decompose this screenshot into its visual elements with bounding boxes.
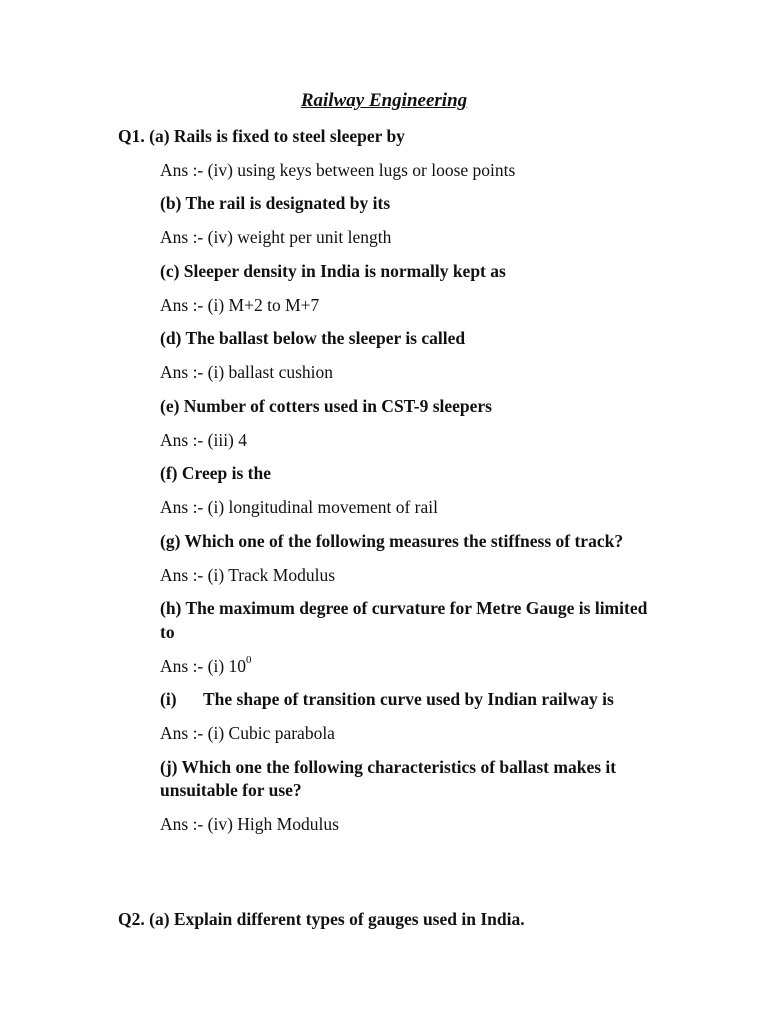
answer-a: Ans :- (iv) using keys between lugs or loose points: [160, 160, 516, 180]
q1-heading: Q1. (a) Rails is fixed to steel sleeper by: [118, 126, 405, 146]
qa-item-b: [160, 192, 660, 248]
question-f: (f) Creep is the: [160, 463, 271, 483]
answer-b: Ans :- (iv) weight per unit length: [160, 227, 392, 247]
question-d: (d) The ballast below the sleeper is called: [160, 328, 466, 348]
qa-item-c: [160, 260, 660, 316]
qa-item-i: [160, 688, 660, 744]
answer-j: Ans :- (iv) High Modulus: [160, 814, 339, 834]
document-title: Railway Engineering: [300, 90, 468, 111]
qa-item-j: [160, 756, 660, 836]
answer-d: Ans :- (i) ballast cushion: [160, 362, 334, 382]
qa-item-g: [160, 530, 660, 586]
degree-superscript: 0: [246, 653, 252, 666]
qa-item-h: [160, 597, 660, 677]
question-j: (j) Which one the following characteristics of ballast makes it unsuitable for use?: [160, 756, 617, 800]
answer-f: Ans :- (i) longitudinal movement of rail: [160, 497, 439, 517]
question-c: (c) Sleeper density in India is normally kept as: [160, 260, 506, 281]
question-i: [160, 688, 660, 712]
question-h: (h) The maximum degree of curvature for Metre Gauge is limited to: [160, 598, 648, 642]
q1-answer-list: [160, 159, 660, 847]
answer-h: [160, 655, 660, 677]
question-b: (b) The rail is designated by its: [160, 193, 391, 213]
qa-item-e: [160, 395, 660, 451]
answer-i: Ans :- (i) Cubic parabola: [160, 723, 335, 743]
q2-heading: Q2. (a) Explain different types of gauges used in India.: [118, 909, 525, 929]
qa-item-f: [160, 462, 660, 518]
question-e: (e) Number of cotters used in CST-9 sleepers: [160, 395, 492, 416]
answer-e: Ans :- (iii) 4: [160, 429, 248, 450]
question-i-text: The shape of transition curve used by Indian railway is: [203, 689, 614, 709]
answer-c: Ans :- (i) M+2 to M+7: [160, 294, 320, 315]
answer-h-text: Ans :- (i) 10: [160, 655, 247, 676]
qa-item-d: [160, 327, 660, 383]
question-g: (g) Which one of the following measures the stiffness of track?: [160, 530, 624, 551]
question-i-label: (i): [160, 689, 177, 709]
answer-g: Ans :- (i) Track Modulus: [160, 564, 336, 585]
